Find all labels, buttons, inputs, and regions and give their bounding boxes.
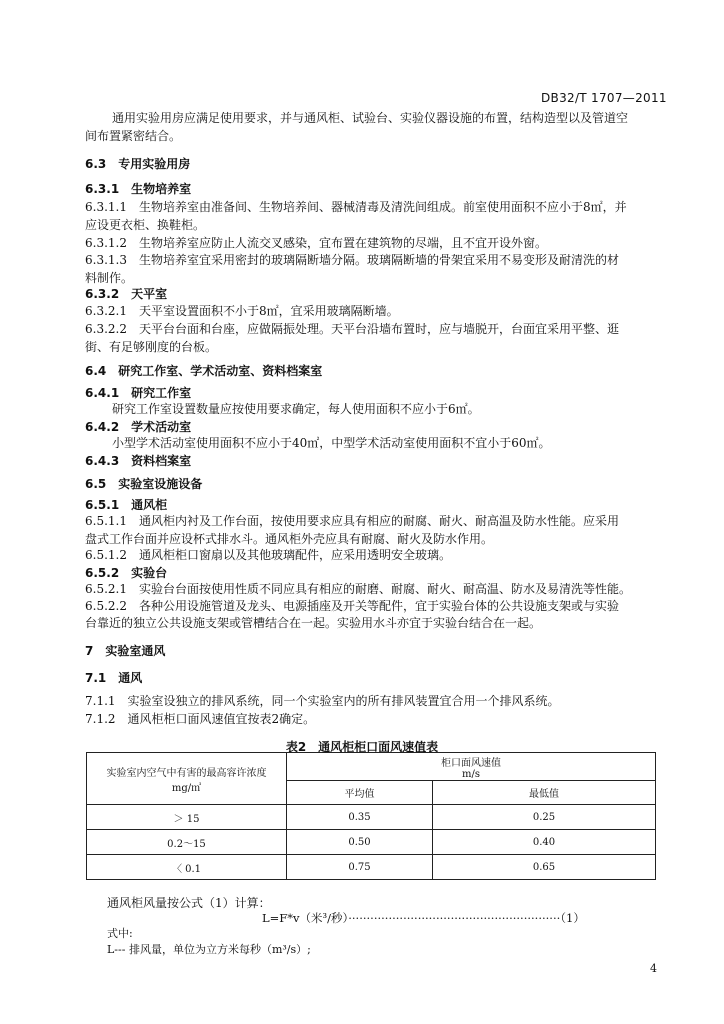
clause-6-4-1-text: 研究工作室设置数量应按使用要求确定，每人使用面积不应小于6㎡。 <box>112 402 480 416</box>
table-row <box>87 805 656 830</box>
section-6-3-1-title: 6.3.1 生物培养室 <box>85 182 192 196</box>
concentration-cell: ＞ 15 <box>87 805 287 830</box>
speed-header-cell <box>287 753 656 781</box>
concentration-cell: 0.2～15 <box>87 830 287 855</box>
clause-6-3-1-3-line-2: 料制作。 <box>85 271 134 285</box>
table-caption: 表2 通风柜柜口面风速值表 <box>285 740 439 754</box>
intro-line-2: 间布置紧密结合。 <box>85 129 182 143</box>
concentration-header: 实验室内空气中有害的最高容许浓度 <box>106 767 267 779</box>
section-6-4-1-title: 6.4.1 研究工作室 <box>85 386 192 400</box>
min-cell: 0.25 <box>433 805 656 830</box>
section-6-5-2-title: 6.5.2 实验台 <box>85 566 168 580</box>
formula-intro: 通风柜风量按公式（1）计算： <box>107 896 271 910</box>
formula-def-L: L--- 排风量，单位为立方米每秒（m³/s）; <box>107 943 311 956</box>
min-cell: 0.65 <box>433 855 656 880</box>
clause-7-1-1: 7.1.1 实验室设独立的排风系统，同一个实验室内的所有排风装置宜合用一个排风系统。 <box>85 694 560 708</box>
clause-6-5-1-1-line-2: 盘式工作台面并应设杯式排水斗。通风柜外壳应具有耐腐、耐火及防水作用。 <box>85 532 494 546</box>
clause-6-3-2-2-line-2: 街、有足够刚度的台板。 <box>85 340 218 354</box>
clause-6-3-1-1-line-1: 6.3.1.1 生物培养室由准备间、生物培养间、器械清毒及清洗间组成。前室使用面积不应小于8㎡，并 <box>85 200 627 214</box>
min-header: 最低值 <box>433 781 656 805</box>
concentration-cell: 〈 0.1 <box>87 855 287 880</box>
clause-6-5-2-2-line-1: 6.5.2.2 各种公用设施管道及龙头、电源插座及开关等配件，宜于实验台体的公共设施支架或与实验 <box>85 599 619 613</box>
avg-cell: 0.75 <box>287 855 433 880</box>
concentration-header-cell <box>87 753 287 805</box>
clause-6-3-1-1-line-2: 应设更衣柜、换鞋柜。 <box>85 218 206 232</box>
table-row <box>87 855 656 880</box>
clause-6-4-2-text: 小型学术活动室使用面积不应小于40㎡，中型学术活动室使用面积不宜小于60㎡。 <box>112 436 551 450</box>
section-6-4-title: 6.4 研究工作室、学术活动室、资料档案室 <box>85 364 323 378</box>
section-6-3-2-title: 6.3.2 天平室 <box>85 287 168 301</box>
clause-6-5-2-1: 6.5.2.1 实验台台面按使用性质不同应具有相应的耐磨、耐腐、耐火、耐高温、防水及易清洗等性能。 <box>85 582 631 596</box>
avg-cell: 0.35 <box>287 805 433 830</box>
page-number: 4 <box>650 962 657 975</box>
concentration-unit: mg/㎥ <box>171 782 202 794</box>
formula-where: 式中: <box>107 927 133 940</box>
clause-6-3-1-2: 6.3.1.2 生物培养室应防止人流交叉感染，宜布置在建筑物的尽端，且不宜开设外窗。 <box>85 236 547 250</box>
speed-header: 柜口面风速值 <box>441 757 501 769</box>
section-6-5-1-title: 6.5.1 通风柜 <box>85 498 168 512</box>
section-6-4-3-title: 6.4.3 资料档案室 <box>85 454 192 468</box>
clause-6-5-2-2-line-2: 台靠近的独立公共设施支架或管槽结合在一起。实验用水斗亦宜于实验台结合在一起。 <box>85 616 542 630</box>
section-6-4-2-title: 6.4.2 学术活动室 <box>85 420 192 434</box>
clause-6-3-2-1: 6.3.2.1 天平室设置面积不小于8㎡，宜采用玻璃隔断墙。 <box>85 304 399 318</box>
formula-expression: L=F*v（米³/秒）··························································（1） <box>262 911 585 925</box>
speed-unit: m/s <box>462 768 480 780</box>
section-6-5-title: 6.5 实验室设施设备 <box>85 477 203 491</box>
section-7-1-title: 7.1 通风 <box>85 671 143 685</box>
intro-line-1: 通用实验用房应满足使用要求，并与通风柜、试验台、实验仪器设施的布置，结构造型以及管道空 <box>112 111 629 125</box>
avg-cell: 0.50 <box>287 830 433 855</box>
min-cell: 0.40 <box>433 830 656 855</box>
airspeed-table <box>86 752 656 880</box>
table-row <box>87 830 656 855</box>
section-6-3-title: 6.3 专用实验用房 <box>85 157 191 171</box>
clause-6-3-1-3-line-1: 6.3.1.3 生物培养室宜采用密封的玻璃隔断墙分隔。玻璃隔断墙的骨架宜采用不易变形及耐清洗的材 <box>85 253 619 267</box>
avg-header: 平均值 <box>287 781 433 805</box>
clause-6-3-2-2-line-1: 6.3.2.2 天平台台面和台座，应做隔振处理。天平台沿墙布置时，应与墙脱开，台面宜采用平整、逛 <box>85 322 619 336</box>
clause-6-5-1-2: 6.5.1.2 通风柜柜口窗扇以及其他玻璃配件，应采用透明安全玻璃。 <box>85 548 451 562</box>
clause-7-1-2: 7.1.2 通风柜柜口面风速值宜按表2确定。 <box>85 712 316 726</box>
standard-number: DB32/T 1707—2011 <box>541 91 667 105</box>
section-7-title: 7 实验室通风 <box>85 644 166 658</box>
clause-6-5-1-1-line-1: 6.5.1.1 通风柜内衬及工作台面，按使用要求应具有相应的耐腐、耐火、耐高温及防水性能。应采用 <box>85 514 619 528</box>
